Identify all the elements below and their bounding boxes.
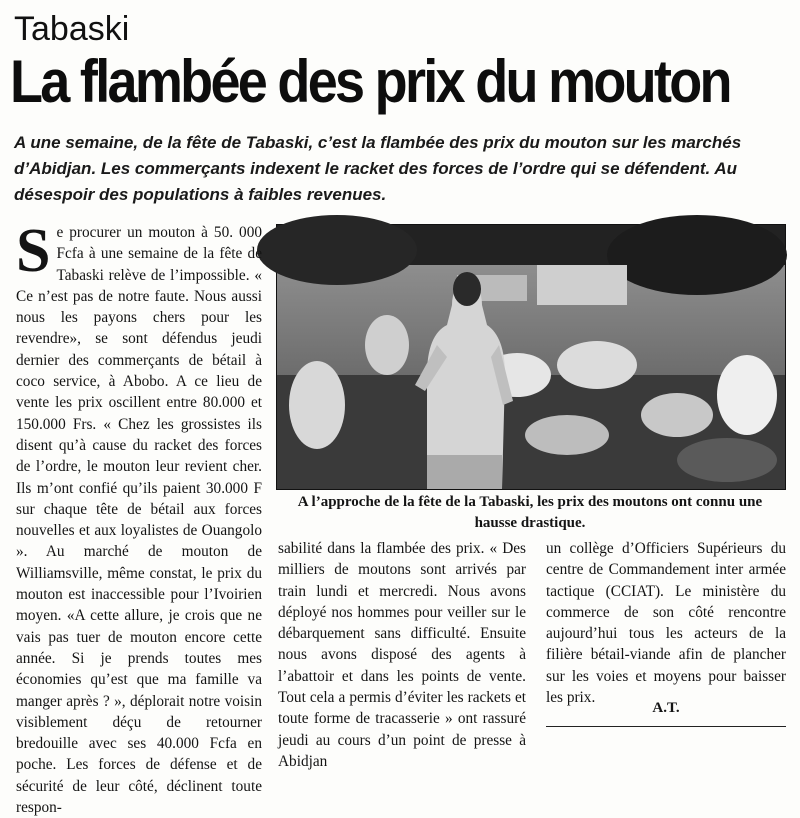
kicker: Tabaski [14,10,130,48]
article-column-2 [278,538,526,770]
column-2-text: sabilité dans la flambée des prix. « Des milliers de moutons sont arrivés par train lundi et mercredi. Nous avons déployé nos hommes pour veiller sur le débarquement sans difficulté. Ensuite nous avons disposé des agents à l’abattoir et dans les points de vente. Tout cela a permis d’éviter les rackets et toute forme de tracasserie » ont rassuré jeudi au cours d’un point de presse à Abidjan [278,540,526,770]
column-3-text: un collège d’Officiers Supérieurs du centre de Commandement inter armée tactique (CCIAT). Le ministère du commerce de son côté rencontre aujourd’hui tous les acteurs de la filière bétail-viande afin de plancher sur les voies et moyens pour baisser les prix. [546,540,786,707]
lead-paragraph: A une semaine, de la fête de Tabaski, c’est la flambée des prix du mouton sur les marchés d’Abidjan. Les commerçants indexent le racket des forces de l’ordre qui se défendent. Au désespoir des populations à faibles revenues. [14,133,742,204]
headline: La flambée des prix du mouton [10,48,730,115]
column-1-text: e procurer un mouton à 50. 000 Fcfa à une semaine de la fête de Tabaski relève de l’impossible. « Ce n’est pas de notre faute. Nous aussi nous les payons chers pour les revendre», se sont défendus jeudi dernier des commerçants de bétail à coco service, à Abobo. A ce lieu de vente les prix oscillent entre 80.000 et 150.000 Frs. « Chez les grossistes ils disent qu’à cause du racket des forces de l’ordre, le mouton leur revient cher. Ils m’ont confié qu’ils paient 30.000 F sur chaque tête de bétail aux forces nouvelles et aux loyalistes de Ouangolo ». Au marché de mouton de Williamsville, même constat, le prix du mouton est inaccessible pour l’Ivoirien moyen. «A cette allure, je crois que ne vais pas tuer de mouton encore cette année. Si je prends toutes mes économies qu’est que ma famille va manger après ? », déplorait notre voisin visiblement déçu de retourner bredouille avec ses 40.000 Fcfa en poche. Les forces de défense et de sécurité de leur côté, déclinent toute respon- [16,224,262,817]
author-signature: A.T. [652,700,680,716]
photo-caption: A l’approche de la fête de la Tabaski, les prix des moutons ont connu une hausse drastique. [297,494,763,531]
article-column-3 [546,538,786,707]
article-column-1 [16,217,262,817]
drop-cap: S [16,217,51,285]
market-photo [276,224,786,490]
end-rule [546,726,786,727]
